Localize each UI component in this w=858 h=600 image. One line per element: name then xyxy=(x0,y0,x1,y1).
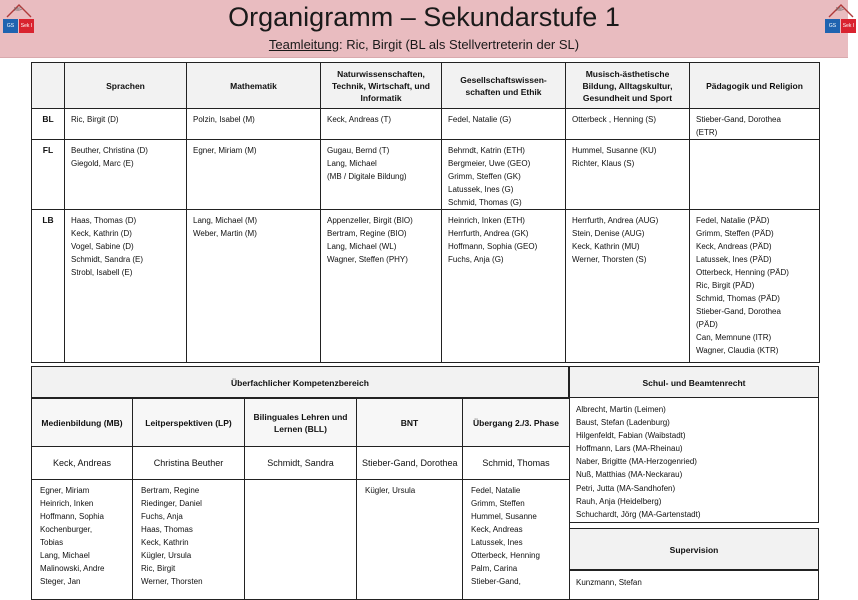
table-cell xyxy=(442,210,566,363)
subject-table xyxy=(31,62,820,363)
list-item: Fedel, Natalie (G) xyxy=(448,115,512,124)
list-item: Otterbeck, Henning xyxy=(471,551,540,560)
page-subtitle xyxy=(0,37,848,52)
list-item: Bertram, Regine (BIO) xyxy=(327,229,407,238)
list-item: Haas, Thomas (D) xyxy=(71,216,137,225)
supervision-heading: Supervision xyxy=(569,528,819,570)
col-header: Medienbildung (MB) xyxy=(32,399,133,447)
list-item: Grimm, Steffen (PÄD) xyxy=(696,229,774,238)
members-cell xyxy=(133,480,245,600)
col-header: Pädagogik und Religion xyxy=(690,63,820,109)
list-item: Keck, Kathrin (MU) xyxy=(572,242,640,251)
list-item: Behrndt, Katrin (ETH) xyxy=(448,146,525,155)
row-label: FL xyxy=(32,140,65,210)
list-item: Hoffmann, Lars (MA-Rheinau) xyxy=(576,444,683,454)
list-item: Keck, Andreas (T) xyxy=(327,115,392,124)
list-item: Appenzeller, Birgit (BIO) xyxy=(327,216,413,225)
list-item: Stieber-Gand, xyxy=(471,577,521,586)
list-item: Fedel, Natalie (PÄD) xyxy=(696,216,770,225)
list-item: Rauh, Anja (Heidelberg) xyxy=(576,496,662,506)
list-item: Latussek, Ines (PÄD) xyxy=(696,255,772,264)
list-item: (PÄD) xyxy=(696,320,718,329)
list-item: Keck, Andreas xyxy=(471,525,523,534)
list-item: Schmid, Thomas (G) xyxy=(448,198,522,207)
list-item: Werner, Thorsten xyxy=(141,577,203,586)
table-cell xyxy=(187,210,321,363)
col-header: Gesellschaftswissen-schaften und Ethik xyxy=(442,63,566,109)
list-item: Keck, Kathrin xyxy=(141,538,189,547)
list-item: Fedel, Natalie xyxy=(471,486,521,495)
list-item: Egner, Miriam (M) xyxy=(193,146,257,155)
table-cell xyxy=(187,140,321,210)
list-item: Werner, Thorsten (S) xyxy=(572,255,647,264)
subtitle-label: Teamleitung xyxy=(268,37,339,52)
table-header-row xyxy=(32,63,820,109)
list-item: Bergmeier, Uwe (GEO) xyxy=(448,159,531,168)
list-item: Lang, Michael (M) xyxy=(193,216,258,225)
table-cell xyxy=(442,140,566,210)
table-cell xyxy=(321,140,442,210)
list-item: Egner, Miriam xyxy=(40,486,90,495)
list-item: (ETR) xyxy=(696,128,718,137)
col-header: Bilinguales Lehren und Lernen (BLL) xyxy=(245,399,357,447)
table-cell xyxy=(690,210,820,363)
members-cell xyxy=(245,480,357,600)
list-item: Otterbeck , Henning (S) xyxy=(572,115,657,124)
list-item: Giegold, Marc (E) xyxy=(71,159,134,168)
col-header: Musisch-ästhetische Bildung, Alltagskultur, Gesundheit und Sport xyxy=(566,63,690,109)
table-cell xyxy=(65,210,187,363)
list-item: Ric, Birgit (PÄD) xyxy=(696,281,755,290)
table-row xyxy=(32,140,820,210)
list-item: Hilgenfeldt, Fabian (Waibstadt) xyxy=(576,431,686,441)
list-item: Schmidt, Sandra (E) xyxy=(71,255,144,264)
lead-cell: Schmid, Thomas xyxy=(463,447,570,480)
page-title: Organigramm – Sekundarstufe 1 xyxy=(228,2,620,32)
beamtenrecht-heading: Schul- und Beamtenrecht xyxy=(569,366,819,398)
table-cell xyxy=(690,109,820,140)
list-item: Malinowski, Andre xyxy=(40,564,105,573)
row-label: BL xyxy=(32,109,65,140)
list-item: Polzin, Isabel (M) xyxy=(193,115,255,124)
list-item: Kunzmann, Stefan xyxy=(576,578,642,587)
list-item: Herrfurth, Andrea (GK) xyxy=(448,229,529,238)
table-cell xyxy=(566,210,690,363)
table-cell xyxy=(566,140,690,210)
list-item: Kochenburger, xyxy=(40,525,93,534)
list-item: Ric, Birgit (D) xyxy=(71,115,119,124)
list-item: Lang, Michael xyxy=(327,159,377,168)
list-item: Keck, Andreas (PÄD) xyxy=(696,242,772,251)
col-header: Mathematik xyxy=(187,63,321,109)
list-item: Lang, Michael xyxy=(40,551,90,560)
list-item: Richter, Klaus (S) xyxy=(572,159,635,168)
list-item: Naber, Brigitte (MA-Herzogenried) xyxy=(576,457,697,467)
subtitle-text: : Ric, Birgit (BL als Stellvertreterin der SL) xyxy=(339,37,580,52)
lead-cell: Christina Beuther xyxy=(133,447,245,480)
list-item: Heinrich, Inken xyxy=(40,499,94,508)
list-item: Kügler, Ursula xyxy=(141,551,192,560)
members-cell xyxy=(32,480,133,600)
list-item: Riedinger, Daniel xyxy=(141,499,202,508)
list-item: Gugau, Bernd (T) xyxy=(327,146,390,155)
col-header: Sprachen xyxy=(65,63,187,109)
list-item: Latussek, Ines (G) xyxy=(448,185,514,194)
list-item: Schmid, Thomas (PÄD) xyxy=(696,294,780,303)
beamtenrecht-list xyxy=(576,403,701,521)
list-item: Fuchs, Anja (G) xyxy=(448,255,504,264)
supervision-list xyxy=(576,576,642,589)
col-header: BNT xyxy=(357,399,463,447)
list-item: Latussek, Ines xyxy=(471,538,523,547)
col-header: Naturwissenschaften, Technik, Wirtschaft, und Informatik xyxy=(321,63,442,109)
list-item: Lang, Michael (WL) xyxy=(327,242,397,251)
list-item: Hummel, Susanne (KU) xyxy=(572,146,657,155)
list-item: Wagner, Steffen (PHY) xyxy=(327,255,408,264)
kompetenz-lead-row xyxy=(32,447,570,480)
list-item: Can, Memnune (ITR) xyxy=(696,333,772,342)
list-item: Herrfurth, Andrea (AUG) xyxy=(572,216,659,225)
table-cell xyxy=(321,109,442,140)
kompetenz-header-row xyxy=(32,399,570,447)
list-item: Strobl, Isabell (E) xyxy=(71,268,133,277)
corner-cell xyxy=(32,63,65,109)
row-label: LB xyxy=(32,210,65,363)
table-cell xyxy=(566,109,690,140)
table-cell xyxy=(321,210,442,363)
table-cell xyxy=(442,109,566,140)
list-item: Hummel, Susanne xyxy=(471,512,537,521)
col-header: Übergang 2./3. Phase xyxy=(463,399,570,447)
list-item: (MB / Digitale Bildung) xyxy=(327,172,407,181)
list-item: Nuß, Matthias (MA-Neckarau) xyxy=(576,470,683,480)
list-item: Ric, Birgit xyxy=(141,564,176,573)
table-row xyxy=(32,210,820,363)
members-cell xyxy=(357,480,463,600)
lead-cell: Schmidt, Sandra xyxy=(245,447,357,480)
list-item: Steger, Jan xyxy=(40,577,81,586)
lead-cell: Keck, Andreas xyxy=(32,447,133,480)
kompetenz-heading: Überfachlicher Kompetenzbereich xyxy=(31,366,569,398)
list-item: Stein, Denise (AUG) xyxy=(572,229,645,238)
list-item: Bertram, Regine xyxy=(141,486,200,495)
list-item: Fuchs, Anja xyxy=(141,512,183,521)
school-logo-right: MiF GS Sek I xyxy=(824,3,858,39)
list-item: Keck, Kathrin (D) xyxy=(71,229,132,238)
list-item: Petri, Jutta (MA-Sandhofen) xyxy=(576,483,676,493)
list-item: Hoffmann, Sophia xyxy=(40,512,104,521)
members-cell xyxy=(463,480,570,600)
list-item: Wagner, Claudia (KTR) xyxy=(696,346,779,355)
list-item: Grimm, Steffen (GK) xyxy=(448,172,521,181)
kompetenz-table xyxy=(31,398,570,600)
list-item: Heinrich, Inken (ETH) xyxy=(448,216,525,225)
col-header: Leitperspektiven (LP) xyxy=(133,399,245,447)
list-item: Beuther, Christina (D) xyxy=(71,146,148,155)
table-row xyxy=(32,109,820,140)
list-item: Vogel, Sabine (D) xyxy=(71,242,134,251)
table-cell xyxy=(65,140,187,210)
school-logo-left: MiF GS Sek I xyxy=(2,3,36,39)
list-item: Kügler, Ursula xyxy=(365,486,416,495)
list-item: Grimm, Steffen xyxy=(471,499,525,508)
list-item: Stieber-Gand, Dorothea xyxy=(696,115,781,124)
list-item: Hoffmann, Sophia (GEO) xyxy=(448,242,538,251)
list-item: Weber, Martin (M) xyxy=(193,229,257,238)
kompetenz-members-row xyxy=(32,480,570,600)
table-cell xyxy=(65,109,187,140)
lead-cell: Stieber-Gand, Dorothea xyxy=(357,447,463,480)
table-cell xyxy=(690,140,820,210)
list-item: Albrecht, Martin (Leimen) xyxy=(576,405,666,414)
list-item: Baust, Stefan (Ladenburg) xyxy=(576,418,670,428)
list-item: Otterbeck, Henning (PÄD) xyxy=(696,268,789,277)
list-item: Palm, Carina xyxy=(471,564,518,573)
list-item: Haas, Thomas xyxy=(141,525,193,534)
table-cell xyxy=(187,109,321,140)
list-item: Stieber-Gand, Dorothea xyxy=(696,307,781,316)
list-item: Schuchardt, Jörg (MA-Gartenstadt) xyxy=(576,509,701,519)
list-item: Tobias xyxy=(40,538,64,547)
